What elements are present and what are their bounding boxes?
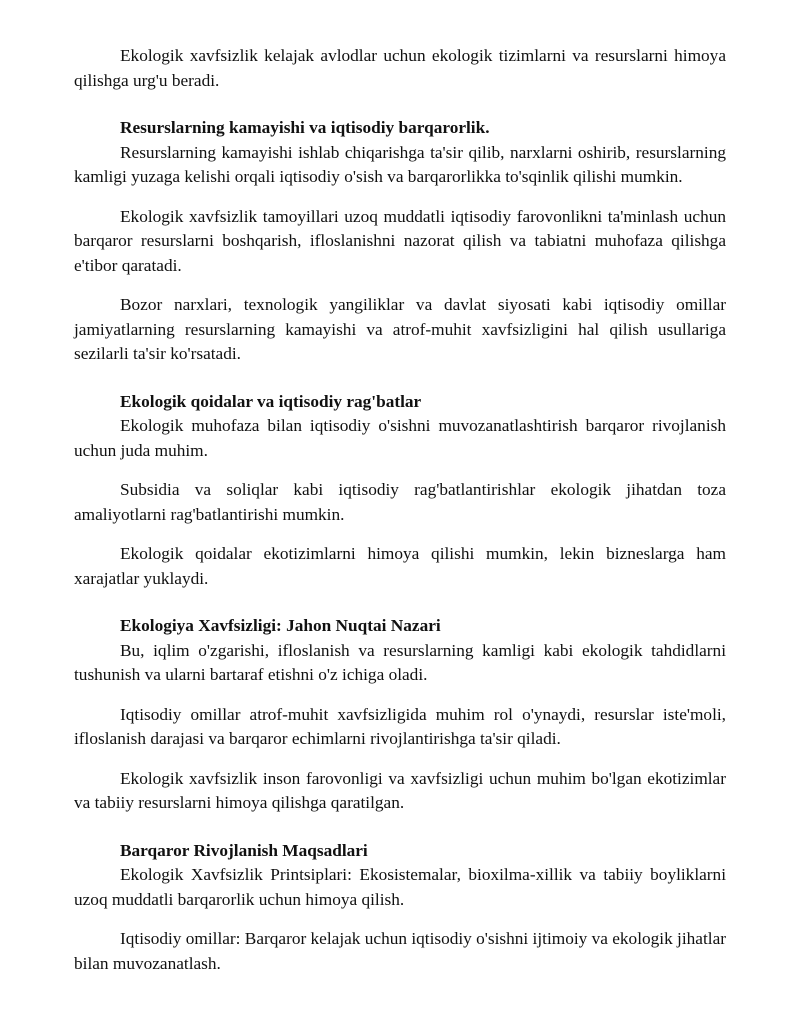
intro-paragraph: Ekologik xavfsizlik kelajak avlodlar uchun ekologik tizimlarni va resurslarni himoya qilishga urg'u beradi. [74,46,726,90]
spacer [74,831,726,839]
section-heading: Resurslarning kamayishi va iqtisodiy barqarorlik. [120,118,490,137]
paragraph: Ekologik qoidalar ekotizimlarni himoya qilishi mumkin, lekin bizneslarga ham xarajatlar yuklaydi. [74,544,726,588]
section-sustainable-goals [74,839,726,977]
spacer [74,606,726,614]
section-ecological-rules [74,390,726,592]
section-heading: Ekologik qoidalar va iqtisodiy rag'batlar [120,391,422,411]
paragraph: Ekologik muhofaza bilan iqtisodiy o'sishni muvozanatlashtirish barqaror rivojlanish uchun juda muhim. [74,416,726,460]
paragraph: Subsidia va soliqlar kabi iqtisodiy rag'batlantirishlar ekologik jihatdan toza amaliyotlarni rag'batlantirishi mumkin. [74,480,726,524]
paragraph: Ekologik xavfsizlik tamoyillari uzoq muddatli iqtisodiy farovonlikni ta'minlash uchun barqaror resurslarni boshqarish, ifloslanishni nazorat qilish va tabiatni muhofaza qilishga e'tibor qaratadi. [74,206,726,275]
paragraph: Iqtisodiy omillar: Barqaror kelajak uchun iqtisodiy o'sishni ijtimoiy va ekologik jihatlar bilan muvozanatlash. [74,929,726,973]
paragraph: Bozor narxlari, texnologik yangiliklar va davlat siyosati kabi iqtisodiy omillar jamiyatlarning resurslarning kamayishi va atrof-muhit xavfsizligini hal qilish usullariga sezilarli ta'sir ko'rsatadi. [74,295,726,363]
paragraph: Iqtisodiy omillar atrof-muhit xavfsizligida muhim rol o'ynaydi, resurslar iste'moli, ifloslanish darajasi va barqaror echimlarni rivojlantirishga ta'sir qiladi. [74,704,726,748]
paragraph: Resurslarning kamayishi ishlab chiqarishga ta'sir qilib, narxlarni oshirib, resurslarning kamligi yuzaga kelishi orqali iqtisodiy o'sish va barqarorlikka to'sqinlik qilishi mumkin. [74,142,726,186]
paragraph: Ekologik Xavfsizlik Printsiplari: Ekosistemalar, bioxilma-xillik va tabiiy boyliklarni uzoq muddatli barqarorlik uchun himoya qilish. [74,865,726,909]
paragraph: Bu, iqlim o'zgarishi, ifloslanish va resurslarning kamligi kabi ekologik tahdidlarni tushunish va ularni bartaraf etishni o'z ichiga oladi. [74,640,726,684]
section-global-perspective [74,614,726,816]
paragraph: Ekologik xavfsizlik inson farovonligi va xavfsizligi uchun muhim bo'lgan ekotizimlar va tabiiy resurslarni himoya qilishga qaratilgan. [74,768,726,812]
section-heading: Ekologiya Xavfsizligi: Jahon Nuqtai Nazari [120,616,441,635]
section-resource-depletion [74,116,726,367]
section-heading: Barqaror Rivojlanish Maqsadlari [120,840,368,860]
spacer [74,108,726,116]
spacer [74,382,726,390]
